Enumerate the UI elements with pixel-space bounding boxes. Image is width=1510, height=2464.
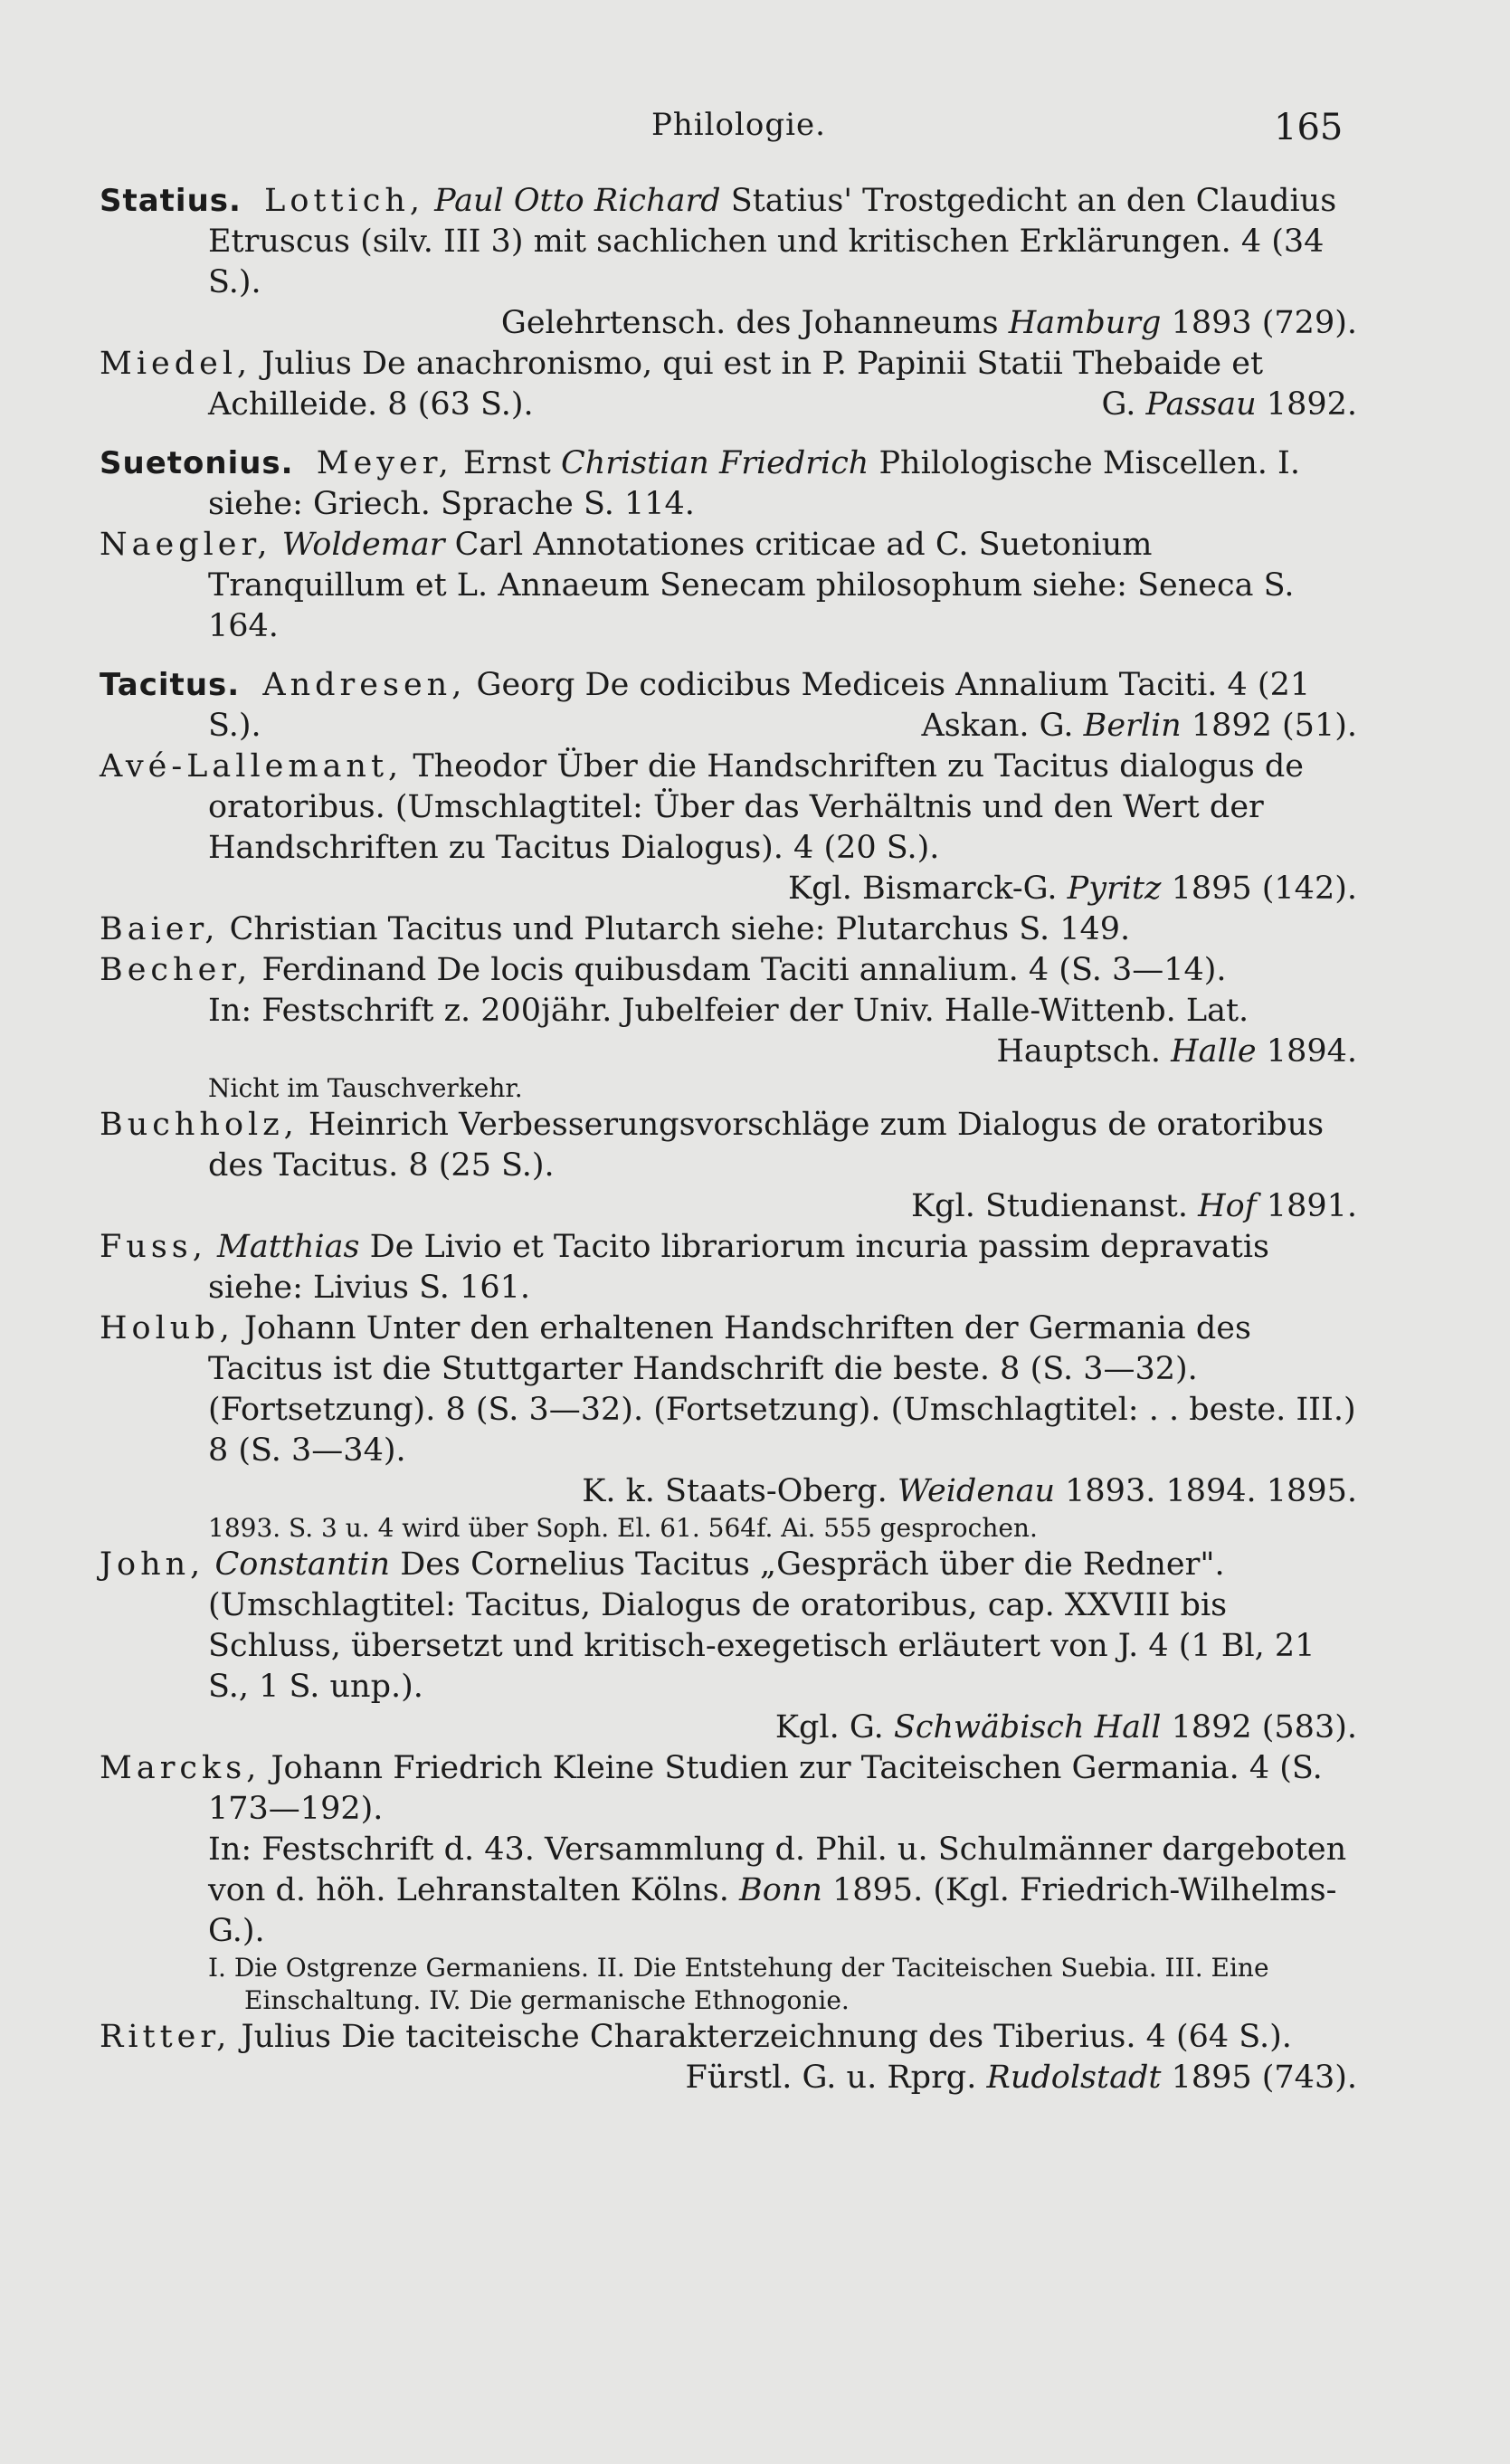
author-firstname: Theodor: [413, 748, 547, 785]
publication-line: [100, 869, 1357, 909]
entry-andresen: [100, 665, 1357, 747]
pub-year: 1893. 1894. 1895.: [1065, 1473, 1357, 1509]
author-firstname: Matthias: [217, 1229, 360, 1265]
publication-line: [100, 1186, 1357, 1227]
pub-place: Pyritz: [1067, 870, 1162, 907]
pub-school: Fürstl. G. u. Rprg.: [685, 2060, 977, 2096]
pub-year: 1892 (583).: [1171, 1709, 1357, 1746]
pub-year: 1895 (142).: [1171, 870, 1357, 907]
in-text: In: Festschrift d. 43. Versammlung d. Phil. u. Schulmänner dargeboten von d. höh. Lehranstalten Kölns.: [208, 1831, 1347, 1908]
author: John,: [100, 1546, 205, 1583]
bibliography-body: [100, 181, 1357, 2098]
pub-school: Kgl. Bismarck-G.: [787, 870, 1058, 907]
author: Naegler,: [100, 527, 272, 563]
author-firstname: Constantin: [214, 1546, 391, 1583]
pub-place: Hamburg: [1008, 305, 1162, 341]
pub-school: K. k. Staats-Oberg.: [582, 1473, 888, 1509]
pub-place: Rudolstadt: [986, 2060, 1162, 2096]
author-firstname: Georg: [476, 667, 575, 703]
author-firstname: Christian: [229, 911, 378, 947]
entry-baier: [100, 909, 1357, 950]
author-firstname: Julius: [241, 2019, 332, 2055]
author: Andresen,: [262, 667, 467, 703]
section-suetonius: [100, 443, 1357, 647]
pub-year: 1893 (729).: [1171, 305, 1357, 341]
entry-text: Die taciteische Charakterzeichnung des Tiberius. 4 (64 S.).: [341, 2019, 1292, 2055]
entry-marcks: [100, 1748, 1357, 1830]
author: Baier,: [100, 911, 220, 947]
pub-school: Hauptsch.: [996, 1033, 1162, 1070]
author: Meyer,: [316, 445, 453, 481]
entry-naegler: [100, 525, 1357, 647]
entry-text: Philologische Miscellen. I. siehe: Griech. Sprache S. 114.: [208, 445, 1300, 522]
entry-buchholz: [100, 1105, 1357, 1186]
publication-line: [100, 303, 1357, 344]
page-number: 165: [1274, 107, 1344, 148]
author-firstname: Julius: [261, 346, 352, 382]
entry-text: Des Cornelius Tacitus „Gespräch über die Redner". (Umschlagtitel: Tacitus, Dialogus de oratoribus, cap. XXVIII bis Schluss, übersetzt und kritisch-exegetisch erläutert von J. 4 (1 Bl, 21 S., 1 S. unp.).: [208, 1546, 1315, 1705]
author-firstname: Paul Otto Richard: [434, 183, 721, 219]
author-firstname: Ernst: [462, 445, 551, 481]
pub-school: G.: [1101, 386, 1136, 423]
entry-john: [100, 1545, 1357, 1708]
in-line: In: Festschrift z. 200jähr. Jubelfeier der Univ. Halle-Wittenb. Lat.: [208, 993, 1249, 1029]
pub-place: Passau: [1145, 386, 1257, 423]
pub-year: 1895. (Kgl. Friedrich-Wilhelms-G.).: [208, 1872, 1337, 1949]
pub-school: Gelehrtensch. des Johanneums: [500, 305, 999, 341]
author-firstname: Woldemar: [281, 527, 445, 563]
pub-year: 1892 (51).: [1191, 708, 1357, 744]
author-firstname: Johann Friedrich: [271, 1750, 543, 1786]
entry-text: De codicibus Mediceis Annalium Taciti. 4 (21 S.).: [208, 667, 1311, 744]
entry-ritter: [100, 2017, 1357, 2096]
section-tacitus: [100, 665, 1357, 2096]
pub-place: Hof: [1198, 1188, 1257, 1224]
pub-place: Halle: [1171, 1033, 1257, 1070]
author: Ritter,: [100, 2019, 232, 2055]
publication-line: [100, 1032, 1357, 1072]
pub-year: 1895 (743).: [1171, 2060, 1357, 2096]
author-firstname-italic: Christian Friedrich: [560, 445, 869, 481]
author: Becher,: [100, 952, 252, 988]
author-firstname: Heinrich: [308, 1107, 449, 1143]
entry-fuss: [100, 1227, 1357, 1308]
entry-holub: [100, 1308, 1357, 1471]
entry-miedel: [100, 344, 1357, 425]
pub-place: Schwäbisch Hall: [893, 1709, 1162, 1746]
author: Avé-Lallemant,: [100, 748, 404, 785]
entry-text: De anachronismo, qui est in P. Papinii Statii Thebaide et Achilleide. 8 (63 S.).: [208, 346, 1264, 423]
running-header: [0, 107, 1510, 161]
author: Buchholz,: [100, 1107, 299, 1143]
entry-ave-lallemant: [100, 747, 1357, 869]
section-heading: Statius.: [100, 183, 242, 219]
pub-school: Kgl. G.: [774, 1709, 884, 1746]
entry-note: 1893. S. 3 u. 4 wird über Soph. El. 61. 564f. Ai. 555 gesprochen.: [208, 1513, 1038, 1543]
entry-text: Tacitus und Plutarch siehe: Plutarchus S. 149.: [387, 911, 1131, 947]
publication-line: [100, 1471, 1357, 1512]
entry-text: De locis quibusdam Taciti annalium. 4 (S. 3—14).: [436, 952, 1227, 988]
entry-text: Über die Handschriften zu Tacitus dialogus de oratoribus. (Umschlagtitel: Über das Verhältnis und den Wert der Handschriften zu Tacitus Dialogus). 4 (20 S.).: [208, 748, 1304, 866]
entry-text: Unter den erhaltenen Handschriften der Germania des Tacitus ist die Stuttgarter Handschrift die beste. 8 (S. 3—32). (Fortsetzung). 8 (S. 3—32). (Fortsetzung). (Umschlagtitel: . . beste. III.) 8 (S. 3—34).: [208, 1310, 1356, 1469]
entry-text: Kleine Studien zur Taciteischen Germania. 4 (S. 173—192).: [208, 1750, 1323, 1827]
entry-note: Nicht im Tauschverkehr.: [208, 1073, 523, 1103]
publication-line: [100, 1708, 1357, 1748]
entry-text: Verbesserungsvorschläge zum Dialogus de oratoribus des Tacitus. 8 (25 S.).: [208, 1107, 1325, 1184]
pub-year: 1892.: [1266, 386, 1357, 423]
pub-place: Bonn: [738, 1872, 822, 1908]
pub-place: Weidenau: [897, 1473, 1055, 1509]
pub-school: Kgl. Studienanst.: [910, 1188, 1188, 1224]
pub-year: 1891.: [1266, 1188, 1357, 1224]
author: Lottich,: [264, 183, 425, 219]
pub-place: Berlin: [1083, 708, 1182, 744]
entry-note: I. Die Ostgrenze Germaniens. II. Die Entstehung der Taciteischen Suebia. III. Eine Einschaltung. IV. Die germanische Ethnogonie.: [208, 1953, 1269, 2015]
pub-year: 1894.: [1266, 1033, 1357, 1070]
entry-meyer: [100, 443, 1357, 525]
author-firstname: Johann: [244, 1310, 356, 1346]
entry-lottich: [100, 181, 1357, 303]
entry-becher: [100, 950, 1357, 991]
author: Miedel,: [100, 346, 252, 382]
section-title: Philologie.: [651, 107, 826, 143]
author: Marcks,: [100, 1750, 261, 1786]
entry-text: De Livio et Tacito librariorum incuria passim depravatis siehe: Livius S. 161.: [208, 1229, 1269, 1306]
pub-school: Askan. G.: [921, 708, 1074, 744]
entry-text: Statius' Trostgedicht an den Claudius Etruscus (silv. III 3) mit sachlichen und kritischen Erklärungen. 4 (34 S.).: [208, 183, 1337, 300]
author: Fuss,: [100, 1229, 207, 1265]
author: Holub,: [100, 1310, 234, 1346]
section-heading: Tacitus.: [100, 667, 241, 703]
section-heading: Suetonius.: [100, 445, 294, 481]
entry-text: Carl Annotationes criticae ad C. Suetonium Tranquillum et L. Annaeum Senecam philosophum siehe: Seneca S. 164.: [208, 527, 1295, 644]
in-line: [100, 1830, 1357, 1952]
section-statius: [100, 181, 1357, 425]
author-firstname: Ferdinand: [261, 952, 427, 988]
